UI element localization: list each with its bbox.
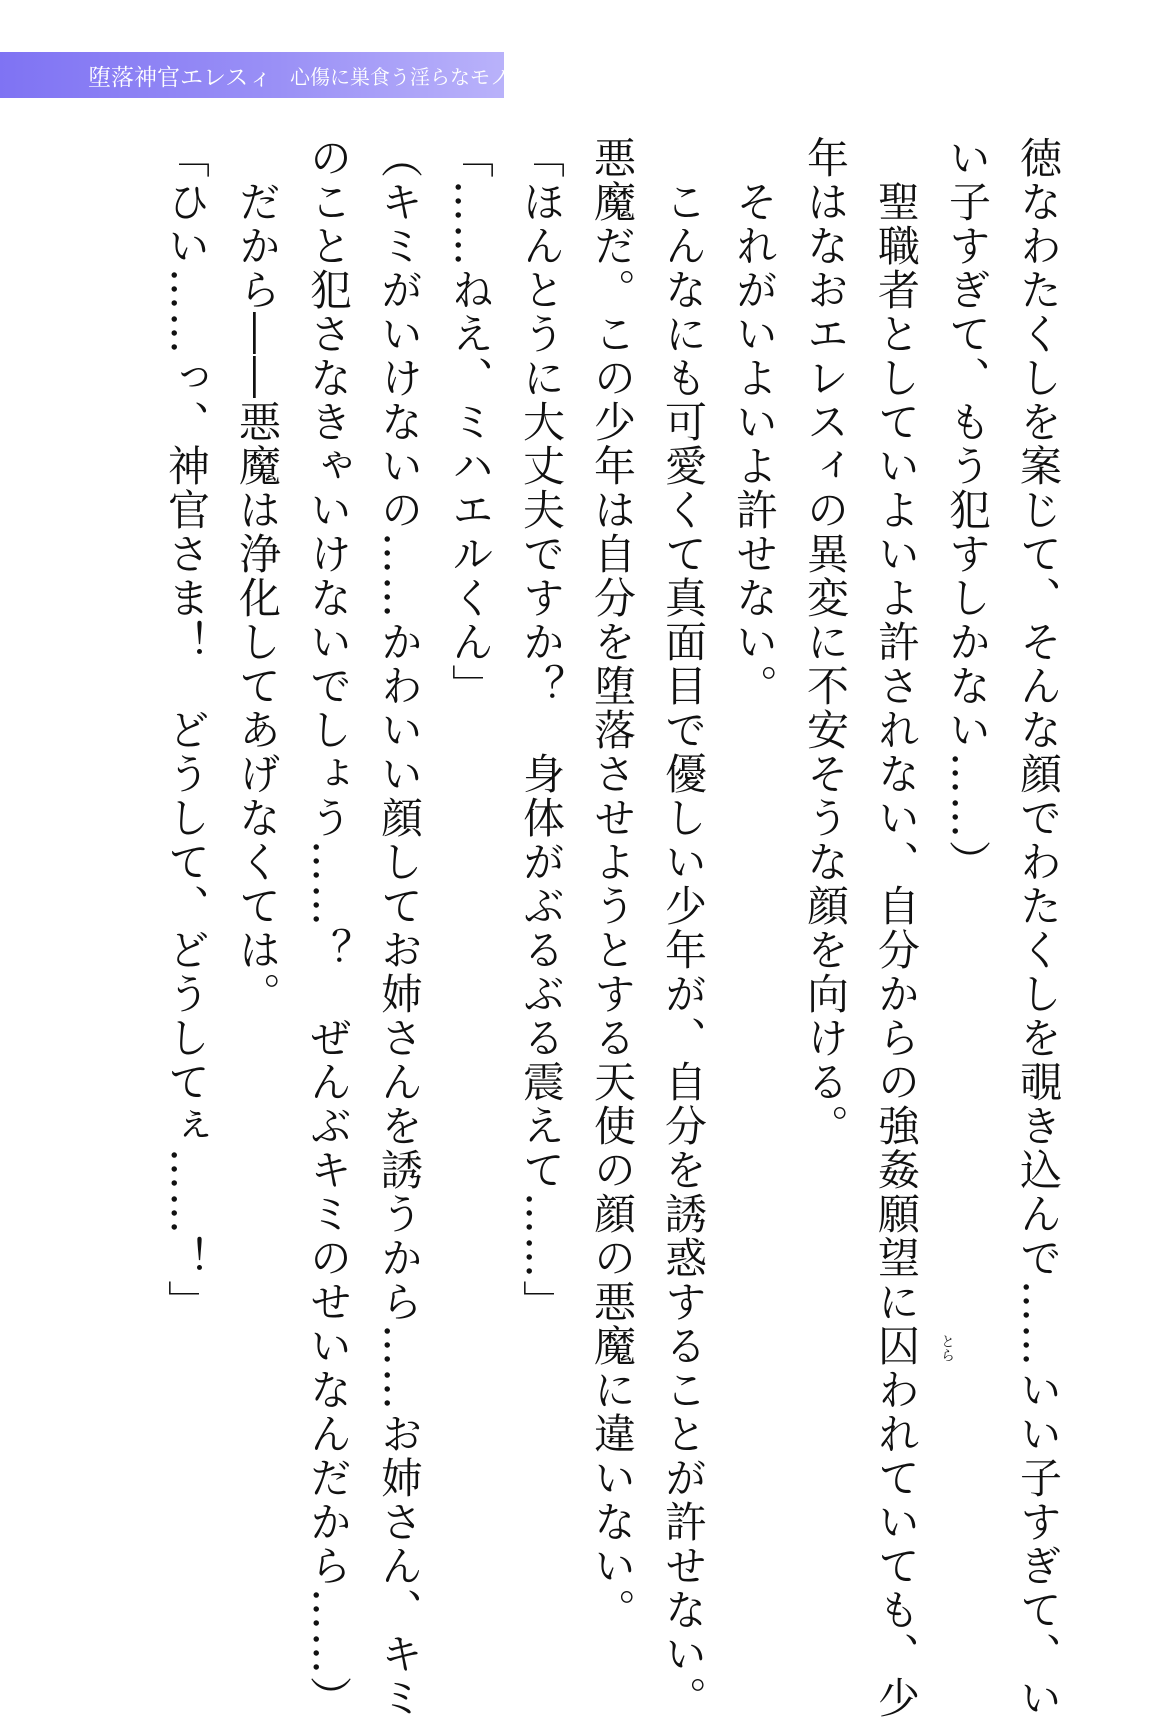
text-line: 「ほんとうに大丈夫ですか？ 身体がぶるぶる震えて……」 [517, 136, 566, 1324]
chapter-title: 心傷に巣食う淫らなモノ [290, 64, 510, 89]
text-line: だから――悪魔は浄化してあげなくては。 [233, 136, 282, 1016]
text-line: それがいよいよ許せない。 [730, 136, 779, 708]
header-banner [0, 52, 510, 98]
text-line: 悪魔だ。この少年は自分を堕落させようとする天使の顔の悪魔に違いない。 [588, 136, 637, 1632]
text-line: こんなにも可愛くて真面目で優しい少年が、自分を誘惑することが許せない。 [659, 136, 708, 1720]
text-line-with-ruby [861, 136, 955, 1720]
book-title: 堕落神官エレスィ [88, 64, 272, 91]
ruby-word [861, 1324, 955, 1368]
text-segment: われていても、少 [872, 1368, 921, 1720]
ruby-reading: とら [939, 1334, 955, 1362]
text-line: （キミがいけないの……かわいい顔してお姉さんを誘うから……お姉さん、キミ [375, 136, 424, 1720]
text-line: 「……ねえ、ミハエルくん」 [446, 136, 495, 708]
text-line: 「ひい……っ、神官さま！ どうして、どうしてぇ……！」 [162, 136, 211, 1324]
text-line: のこと犯さなきゃいけないでしょう……？ ぜんぶキミのせいなんだから……） [304, 136, 353, 1720]
text-line: い子すぎて、もう犯すしかない……） [943, 136, 992, 884]
ruby-base: 囚 [872, 1324, 921, 1368]
text-segment: 聖職者としていよいよ許されない、自分からの強姦願望に [872, 136, 921, 1324]
text-line: 徳なわたくしを案じて、そんな顔でわたくしを覗き込んで……いい子すぎて、い [1014, 136, 1063, 1720]
text-line: 年はなおエレスィの異変に不安そうな顔を向ける。 [801, 136, 850, 1148]
novel-body [151, 136, 1074, 1720]
